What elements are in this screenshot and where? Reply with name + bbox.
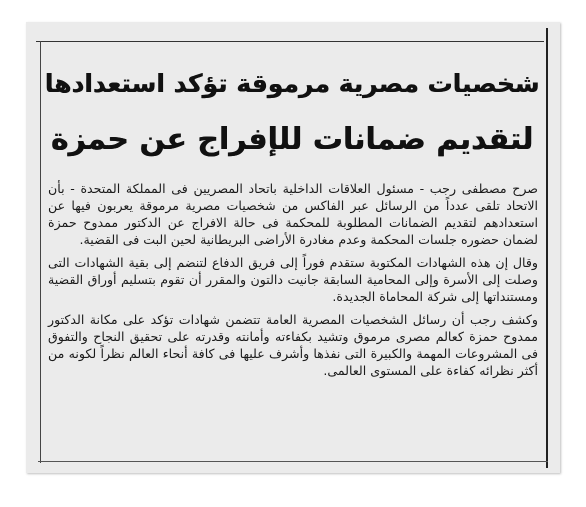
article-paragraph-2: وقال إن هذه الشهادات المكتوبة ستقدم فوراً إلى فريق الدفاع لتنضم إلى بقية الشهادات التى وصلت إلى الأسرة وإلى المحامية السابقة جانيت دالتون والمقرر أن تقوم بتسليم أوراق القضية ومستنداتها إلى شركة المحاماة الجديدة. <box>48 255 538 304</box>
headline-line-1: شخصيات مصرية مرموقة تؤكد استعدادها <box>44 69 540 98</box>
headline-line-2: لتقديم ضمانات للإفراج عن حمزة <box>50 122 534 157</box>
article-paragraph-3: وكشف رجب أن رسائل الشخصيات المصرية العامة تتضمن شهادات تؤكد على مكانة الدكتور ممدوح حمزة كعالم مصرى مرموق وتشيد بكفاءته وأمانته وقدرته على تحقيق النجاح والتفوق فى المشروعات المهمة والكبيرة التى نفذها وأشرف عليها فى كافة أنحاء العالم نظراً لكونه من أكثر نظرائه كفاءة على المستوى العالمى. <box>48 312 538 378</box>
frame-left-rule <box>40 41 41 463</box>
article-headline <box>44 56 540 168</box>
frame-bottom-rule <box>38 461 548 462</box>
frame-top-rule <box>36 41 544 42</box>
article-body <box>48 180 538 385</box>
frame-right-rule <box>546 28 548 468</box>
article-paragraph-1: صرح مصطفى رجب - مسئول العلاقات الداخلية باتحاد المصريين فى المملكة المتحدة - بأن الاتحاد تلقى عدداً من الرسائل عبر الفاكس من شخصيات مصرية مرموقة يعربون فيها عن استعدادهم لتقديم الضمانات المطلوبة للمحكمة فى حالة الافراج عن الدكتور ممدوح حمزة لضمان حضوره جلسات المحكمة وعدم مغادرة الأراضى البريطانية لحين البت فى القضية. <box>48 181 538 247</box>
